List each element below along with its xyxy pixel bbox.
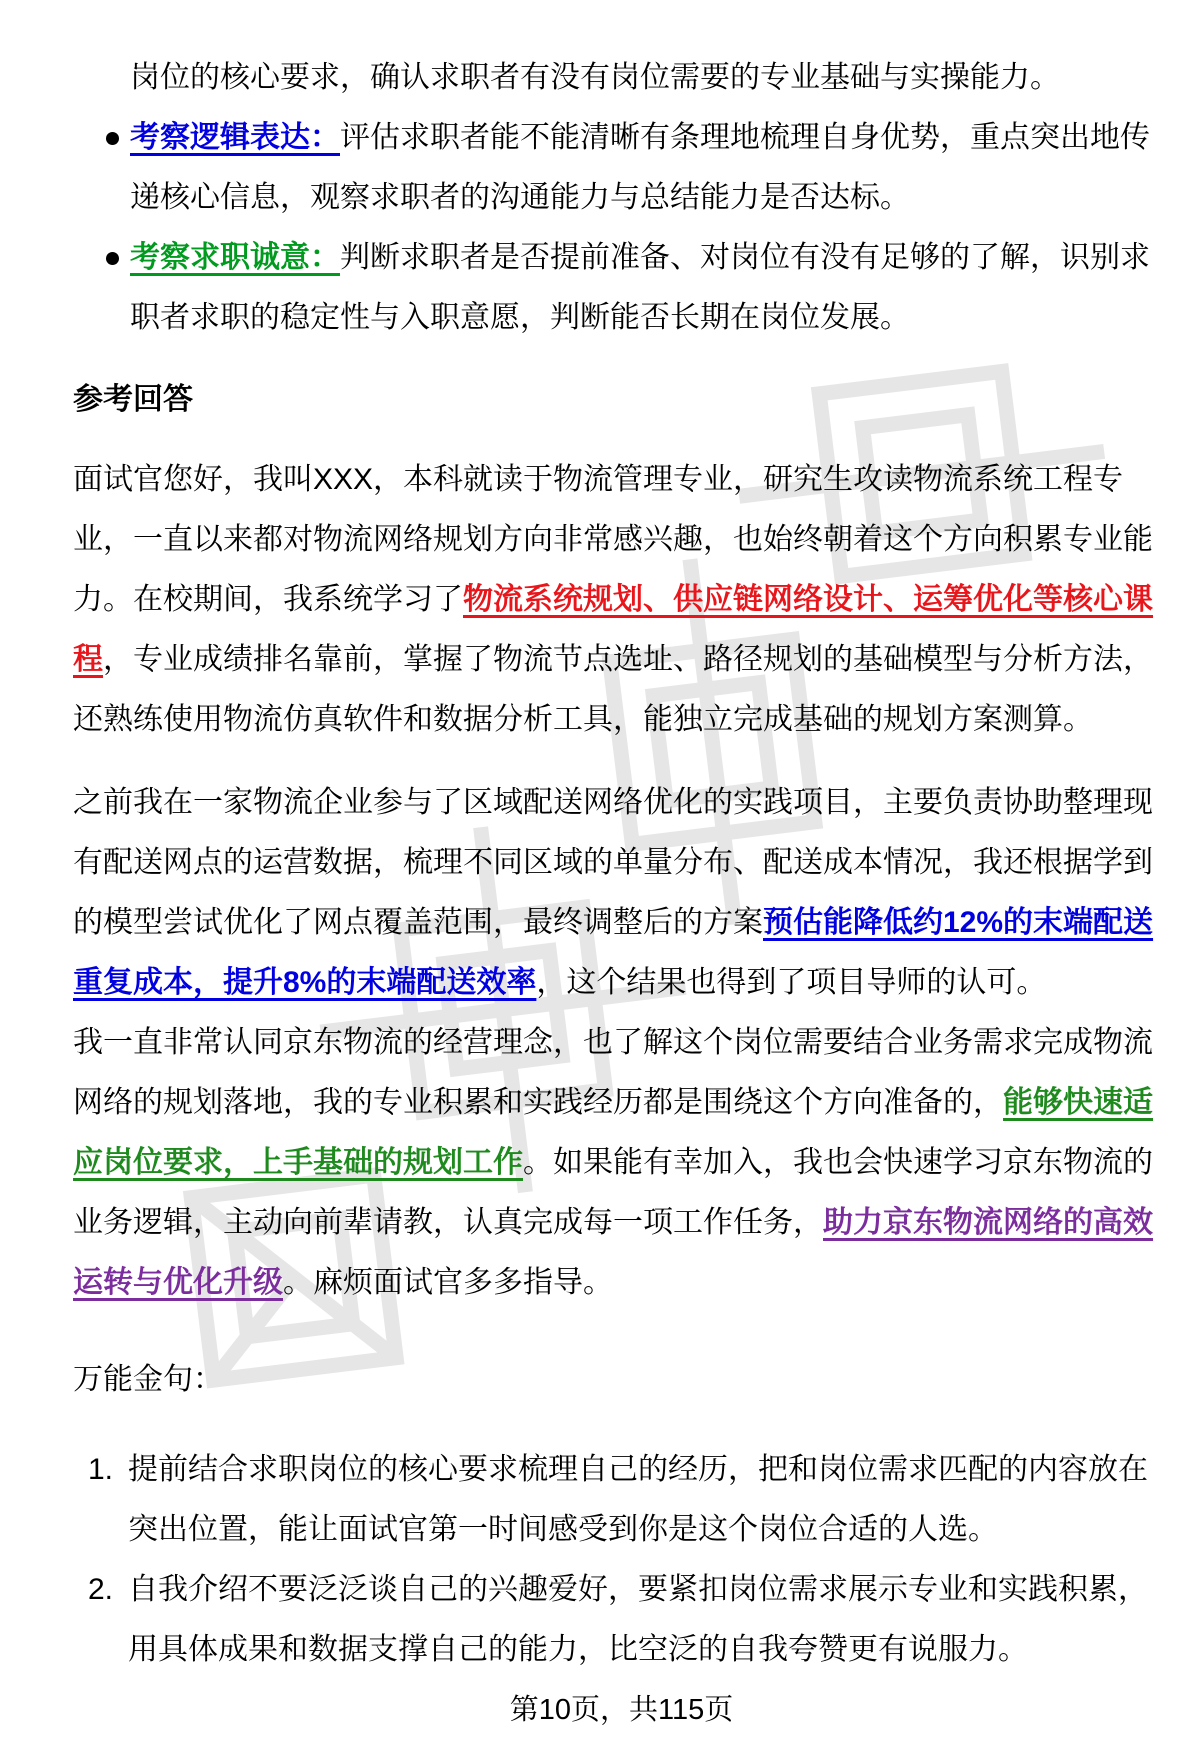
body-text: 自我介绍不要泛泛谈自己的兴趣爱好，要紧扣岗位需求展示专业和实践积累， bbox=[128, 1573, 1148, 1606]
text-line bbox=[73, 953, 1170, 1013]
body-text: 用具体成果和数据支撑自己的能力，比空泛的自我夸赞更有说服力。 bbox=[128, 1633, 1028, 1666]
highlighted-text-blue: 考察逻辑表达： bbox=[130, 121, 340, 154]
body-text: 。麻烦面试官多多指导。 bbox=[283, 1266, 613, 1299]
section-heading: 参考回答 bbox=[73, 383, 193, 416]
body-text: 突出位置，能让面试官第一时间感受到你是这个岗位合适的人选。 bbox=[128, 1513, 998, 1546]
text-line bbox=[73, 690, 1170, 750]
body-text: 。如果能有幸加入，我也会快速学习京东物流的 bbox=[523, 1146, 1153, 1179]
bullet-text bbox=[130, 228, 1170, 348]
highlighted-text-blue: 预估能降低约12%的末端配送 bbox=[763, 906, 1154, 939]
highlighted-text-green: 应岗位要求，上手基础的规划工作 bbox=[73, 1146, 523, 1179]
text-line bbox=[128, 1440, 1170, 1500]
body-text: 职者求职的稳定性与入职意愿，判断能否长期在岗位发展。 bbox=[130, 301, 910, 334]
body-text: 网络的规划落地，我的专业积累和实践经历都是围绕这个方向准备的， bbox=[73, 1086, 1003, 1119]
body-text: 力。在校期间，我系统学习了 bbox=[73, 583, 463, 616]
bullet-dot-icon bbox=[106, 252, 119, 265]
text-line bbox=[73, 1013, 1170, 1073]
text-line bbox=[130, 228, 1170, 288]
bullet-item-logic-expression bbox=[73, 108, 1170, 228]
highlighted-text-green: 能够快速适 bbox=[1003, 1086, 1153, 1119]
body-text: 有配送网点的运营数据，梳理不同区域的单量分布、配送成本情况，我还根据学到 bbox=[73, 846, 1153, 879]
highlighted-text-red: 物流系统规划、供应链网络设计、运筹优化等核心课 bbox=[463, 583, 1153, 616]
text-line bbox=[130, 48, 1170, 108]
body-text: 之前我在一家物流企业参与了区域配送网络优化的实践项目，主要负责协助整理现 bbox=[73, 786, 1153, 819]
body-text: 我一直非常认同京东物流的经营理念，也了解这个岗位需要结合业务需求完成物流 bbox=[73, 1026, 1153, 1059]
text-line bbox=[73, 1253, 1170, 1313]
text-line bbox=[130, 108, 1170, 168]
text-line bbox=[73, 510, 1170, 570]
text-line bbox=[73, 570, 1170, 630]
highlighted-text-blue: 重复成本，提升8%的末端配送效率 bbox=[73, 966, 537, 999]
text-line bbox=[128, 1560, 1170, 1620]
body-text: 面试官您好，我叫XXX，本科就读于物流管理专业，研究生攻读物流系统工程专 bbox=[73, 463, 1124, 496]
body-text: 评估求职者能不能清晰有条理地梳理自身优势，重点突出地传 bbox=[340, 121, 1150, 154]
body-text: ，这个结果也得到了项目导师的认可。 bbox=[536, 966, 1047, 999]
answer-paragraph-1 bbox=[73, 450, 1170, 750]
text-line bbox=[73, 1193, 1170, 1253]
answer-paragraph-2 bbox=[73, 773, 1170, 1313]
body-text: 业，一直以来都对物流网络规划方向非常感兴趣，也始终朝着这个方向积累专业能 bbox=[73, 523, 1153, 556]
tip-item bbox=[73, 1560, 1170, 1680]
tip-number: 1. bbox=[88, 1453, 114, 1486]
tip-item bbox=[73, 1440, 1170, 1560]
text-line bbox=[73, 893, 1170, 953]
text-line bbox=[130, 288, 1170, 348]
text-line bbox=[130, 168, 1170, 228]
text-line bbox=[73, 630, 1170, 690]
text-line bbox=[128, 1620, 1170, 1680]
body-text: 业务逻辑，主动向前辈请教，认真完成每一项工作任务， bbox=[73, 1206, 823, 1239]
highlighted-text-purple: 助力京东物流网络的高效 bbox=[823, 1206, 1153, 1239]
body-text: 的模型尝试优化了网点覆盖范围，最终调整后的方案 bbox=[73, 906, 763, 939]
body-text: 岗位的核心要求，确认求职者有没有岗位需要的专业基础与实操能力。 bbox=[130, 61, 1060, 94]
highlighted-text-purple: 运转与优化升级 bbox=[73, 1266, 283, 1299]
tip-text bbox=[128, 1440, 1170, 1560]
text-line bbox=[128, 1500, 1170, 1560]
body-text: ，专业成绩排名靠前，掌握了物流节点选址、路径规划的基础模型与分析方法， bbox=[103, 643, 1153, 676]
bullet-list bbox=[73, 108, 1170, 348]
body-text: 提前结合求职岗位的核心要求梳理自己的经历，把和岗位需求匹配的内容放在 bbox=[128, 1453, 1148, 1486]
tip-number: 2. bbox=[88, 1573, 114, 1606]
body-text: 递核心信息，观察求职者的沟通能力与总结能力是否达标。 bbox=[130, 181, 910, 214]
text-line bbox=[73, 1073, 1170, 1133]
bullet-text bbox=[130, 108, 1170, 228]
body-text: 判断求职者是否提前准备、对岗位有没有足够的了解，识别求 bbox=[340, 241, 1150, 274]
text-line bbox=[73, 1133, 1170, 1193]
text-line bbox=[73, 450, 1170, 510]
text-line bbox=[73, 833, 1170, 893]
text-line bbox=[73, 773, 1170, 833]
body-text: 还熟练使用物流仿真软件和数据分析工具，能独立完成基础的规划方案测算。 bbox=[73, 703, 1093, 736]
tips-heading: 万能金句： bbox=[73, 1363, 223, 1396]
highlighted-text-green_label: 考察求职诚意： bbox=[130, 241, 340, 274]
tips-list bbox=[73, 1440, 1170, 1680]
page-number: 第10页，共115页 bbox=[509, 1694, 734, 1726]
intro-paragraph bbox=[73, 48, 1170, 108]
bullet-item-job-sincerity bbox=[73, 228, 1170, 348]
bullet-dot-icon bbox=[106, 132, 119, 145]
tip-text bbox=[128, 1560, 1170, 1680]
highlighted-text-red: 程 bbox=[73, 643, 103, 676]
